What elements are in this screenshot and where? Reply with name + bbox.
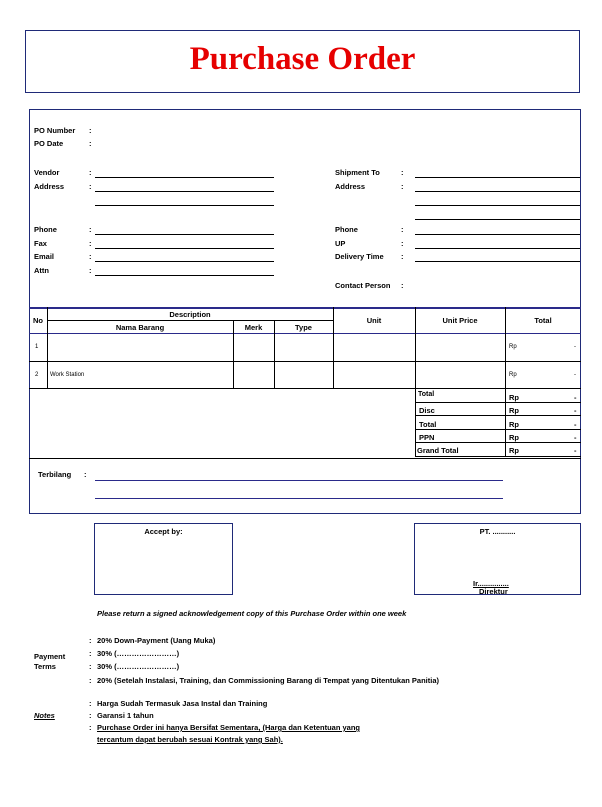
notes-label: Notes [34,711,55,720]
vendor-label: Vendor [34,168,60,177]
summary-amount: - [574,433,577,442]
colon: : [89,182,92,191]
vendor-fax-label: Fax [34,239,47,248]
table-row2-bottom [29,388,581,389]
shipment-address-line-1[interactable] [415,191,580,192]
colon: : [89,252,92,261]
summary-ppn-label: PPN [419,433,435,442]
vendor-email-label: Email [34,252,55,261]
row-2-name: Work Station [50,372,85,378]
terbilang-line-2[interactable] [95,498,503,499]
vendor-attn-label: Attn [34,266,49,275]
summary-currency: Rp [509,420,519,429]
summary-amount: - [574,406,577,415]
po-date-label: PO Date [34,139,64,148]
note-item: Purchase Order ini hanya Bersifat Sementara, (Harga dan Ketentuan yang [97,723,360,732]
pt-signature-box[interactable] [414,523,581,595]
vendor-address-label: Address [34,182,65,191]
row-2-no: 2 [35,372,39,378]
colon: : [89,168,92,177]
vendor-address-line-1[interactable] [95,191,274,192]
summary-currency: Rp [509,446,519,455]
summary-currency: Rp [509,406,519,415]
note-item: Harga Sudah Termasuk Jasa Instal dan Training [97,699,268,708]
payment-terms-label-line1: Payment [34,652,66,661]
colon: : [89,699,92,708]
po-number-label: PO Number [34,126,76,135]
table-row1-bottom [29,361,581,362]
accept-by-box[interactable] [94,523,233,595]
shipment-address-line-3[interactable] [415,219,580,220]
ir-label: Ir............... [473,579,509,588]
payment-term-item: 20% Down-Payment (Uang Muka) [97,636,216,645]
col-header-type: Type [295,322,312,332]
summary-currency: Rp [509,393,519,402]
terbilang-line-1[interactable] [95,480,503,481]
colon: : [401,168,404,177]
summary-total2-label: Total [419,420,437,429]
direktur-label: Direktur [479,587,508,596]
payment-term-item: 20% (Setelah Instalasi, Training, dan Commissioning Barang di Tempat yang Ditentukan Panitia) [97,676,440,685]
pt-label: PT. ........... [479,527,516,536]
colon: : [89,636,92,645]
row-1-no: 1 [35,344,39,350]
colon: : [401,252,404,261]
vendor-address-line-2[interactable] [95,205,274,206]
shipment-to-label: Shipment To [335,168,380,177]
row-1-currency: Rp [509,344,517,350]
vendor-phone-label: Phone [34,225,57,234]
col-header-no: No [33,316,43,325]
delivery-time-line[interactable] [415,261,580,262]
col-header-total: Total [534,316,552,325]
title-box [25,30,580,93]
colon: : [89,139,92,148]
shipment-address-label: Address [335,182,366,191]
shipment-to-line[interactable] [415,177,580,178]
shipment-up-label: UP [335,239,346,248]
summary-total-label: Total [418,391,435,398]
vendor-fax-line[interactable] [95,248,274,249]
row-1-amount: - [574,344,576,350]
col-header-merk: Merk [244,322,263,332]
vendor-field-line[interactable] [95,177,274,178]
colon: : [401,182,404,191]
colon: : [89,126,92,135]
summary-sep [415,442,581,443]
shipment-phone-label: Phone [335,225,358,234]
summary-sep [415,415,581,416]
shipment-address-line-2[interactable] [415,205,580,206]
note-item: tercantum dapat berubah sesuai Kontrak yang Sah). [97,735,283,744]
shipment-phone-line[interactable] [415,234,580,235]
vendor-phone-line[interactable] [95,234,274,235]
summary-sep [415,456,581,457]
vendor-attn-line[interactable] [95,275,274,276]
payment-terms-label-line2: Terms [34,662,56,671]
colon: : [89,239,92,248]
colon: : [84,470,87,479]
colon: : [401,225,404,234]
colon: : [89,711,92,720]
colon: : [89,649,92,658]
delivery-time-label: Delivery Time [335,252,384,261]
row-2-currency: Rp [509,372,517,378]
col-header-unit-price: Unit Price [442,316,478,325]
payment-term-item: 30% (……………………) [97,662,180,671]
note-item: Garansi 1 tahun [97,711,154,720]
terbilang-label: Terbilang [38,470,72,479]
summary-grand-total-label: Grand Total [417,446,459,455]
colon: : [401,239,404,248]
colon: : [89,225,92,234]
payment-term-item: 30% (……………………) [97,649,180,658]
col-header-unit: Unit [366,316,382,325]
page-title: Purchase Order [189,41,416,77]
return-note: Please return a signed acknowledgement copy of this Purchase Order within one week [97,609,407,618]
colon: : [401,281,404,290]
colon: : [89,266,92,275]
col-header-description: Description [169,309,211,319]
shipment-up-line[interactable] [415,248,580,249]
summary-amount: - [574,446,577,455]
table-header-bottom [29,333,581,334]
summary-currency: Rp [509,433,519,442]
colon: : [89,676,92,685]
summary-disc-label: Disc [419,406,435,415]
summary-amount: - [574,420,577,429]
colon: : [89,723,92,732]
accept-by-label: Accept by: [144,527,183,536]
col-header-nama-barang: Nama Barang [115,322,165,332]
vendor-email-line[interactable] [95,261,274,262]
terbilang-top-border [29,458,581,459]
colon: : [89,662,92,671]
contact-person-label: Contact Person [335,281,391,290]
summary-amount: - [574,393,577,402]
summary-sep [415,429,581,430]
summary-sep [415,402,581,403]
row-2-amount: - [574,372,576,378]
